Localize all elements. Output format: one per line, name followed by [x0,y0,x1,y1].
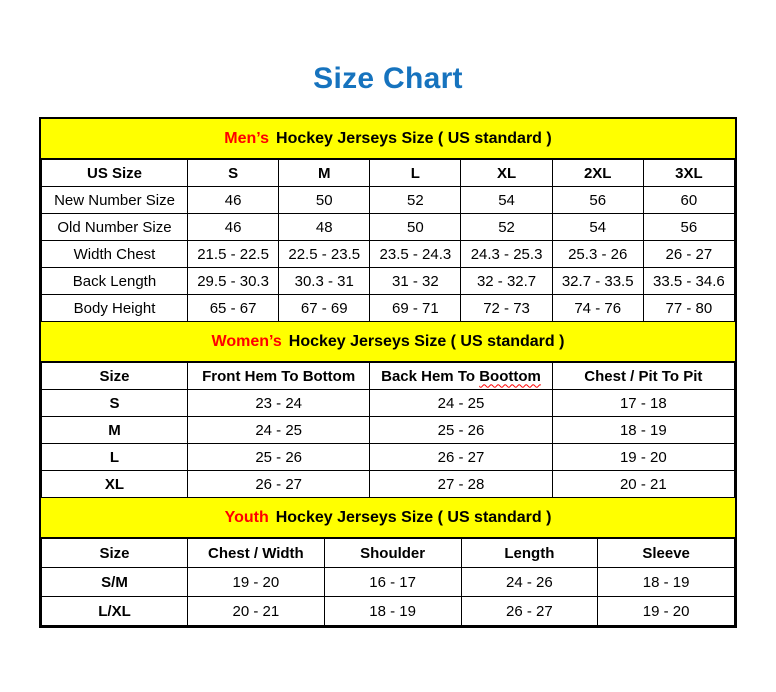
women-table [41,362,735,498]
row-label-cell: Body Height [42,295,188,322]
table-row [42,241,735,268]
table-row [42,471,735,498]
value-cell: 24.3 - 25.3 [461,241,552,268]
row-label-cell: S [42,390,188,417]
value-cell: 60 [643,187,734,214]
row-label-cell: Width Chest [42,241,188,268]
value-cell: 52 [461,214,552,241]
value-cell: 77 - 80 [643,295,734,322]
value-cell: 46 [188,214,279,241]
value-cell: 50 [279,187,370,214]
value-cell: 30.3 - 31 [279,268,370,295]
value-cell: 16 - 17 [324,568,461,597]
size-table-men [41,119,735,322]
value-cell: 18 - 19 [598,568,735,597]
value-cell: 48 [279,214,370,241]
row-label-cell: S/M [42,568,188,597]
value-cell: 25.3 - 26 [552,241,643,268]
header-cell: S [188,160,279,187]
men-banner [41,119,735,159]
women-banner [41,322,735,362]
banner-text: Hockey Jerseys Size ( US standard ) [276,129,552,147]
value-cell: 52 [370,187,461,214]
header-cell: 2XL [552,160,643,187]
banner-text: Hockey Jerseys Size ( US standard ) [288,332,565,350]
value-cell: 19 - 20 [552,444,734,471]
value-cell: 21.5 - 22.5 [188,241,279,268]
table-row [42,390,735,417]
value-cell: 17 - 18 [552,390,734,417]
header-cell: XL [461,160,552,187]
value-cell: 32.7 - 33.5 [552,268,643,295]
table-row [42,568,735,597]
value-cell: 50 [370,214,461,241]
value-cell: 32 - 32.7 [461,268,552,295]
value-cell: 54 [552,214,643,241]
value-cell: 31 - 32 [370,268,461,295]
banner-highlight: Youth [224,508,269,526]
value-cell: 72 - 73 [461,295,552,322]
value-cell: 24 - 26 [461,568,598,597]
header-cell: 3XL [643,160,734,187]
value-cell: 56 [552,187,643,214]
value-cell: 25 - 26 [188,444,370,471]
banner-text: Hockey Jerseys Size ( US standard ) [275,508,552,526]
value-cell: 69 - 71 [370,295,461,322]
value-cell: 24 - 25 [188,417,370,444]
row-label-cell: Back Length [42,268,188,295]
header-text: Back Hem To [381,367,480,385]
header-cell: Size [42,363,188,390]
value-cell: 24 - 25 [370,390,552,417]
value-cell: 74 - 76 [552,295,643,322]
value-cell: 46 [188,187,279,214]
value-cell: 25 - 26 [370,417,552,444]
value-cell: 19 - 20 [598,597,735,626]
header-row [42,160,735,187]
value-cell: 18 - 19 [324,597,461,626]
row-label-cell: XL [42,471,188,498]
header-cell: Shoulder [324,539,461,568]
banner-highlight: Men’s [224,129,270,147]
men-table [41,159,735,322]
header-row [42,539,735,568]
row-label-cell: L/XL [42,597,188,626]
header-cell [370,363,552,390]
value-cell: 65 - 67 [188,295,279,322]
header-cell: US Size [42,160,188,187]
table-row [42,295,735,322]
row-label-cell: M [42,417,188,444]
page-title: Size Chart [313,62,463,95]
header-cell: Size [42,539,188,568]
header-row [42,363,735,390]
value-cell: 54 [461,187,552,214]
table-row [42,444,735,471]
header-cell: Sleeve [598,539,735,568]
table-row [42,417,735,444]
header-cell: M [279,160,370,187]
banner-highlight: Women’s [211,332,282,350]
value-cell: 56 [643,214,734,241]
value-cell: 26 - 27 [461,597,598,626]
value-cell: 26 - 27 [643,241,734,268]
value-cell: 27 - 28 [370,471,552,498]
table-row [42,187,735,214]
value-cell: 23 - 24 [188,390,370,417]
value-cell: 33.5 - 34.6 [643,268,734,295]
table-row [42,268,735,295]
header-cell: L [370,160,461,187]
value-cell: 19 - 20 [188,568,325,597]
value-cell: 20 - 21 [188,597,325,626]
row-label-cell: New Number Size [42,187,188,214]
youth-banner [41,498,735,538]
value-cell: 22.5 - 23.5 [279,241,370,268]
youth-table [41,538,735,626]
value-cell: 20 - 21 [552,471,734,498]
value-cell: 26 - 27 [188,471,370,498]
value-cell: 23.5 - 24.3 [370,241,461,268]
header-cell: Length [461,539,598,568]
table-row [42,597,735,626]
size-table-women [41,322,735,498]
size-table-youth [41,498,735,626]
value-cell: 26 - 27 [370,444,552,471]
value-cell: 67 - 69 [279,295,370,322]
size-chart [39,117,737,628]
row-label-cell: Old Number Size [42,214,188,241]
value-cell: 18 - 19 [552,417,734,444]
header-cell: Chest / Pit To Pit [552,363,734,390]
header-cell: Chest / Width [188,539,325,568]
header-cell: Front Hem To Bottom [188,363,370,390]
table-row [42,214,735,241]
misspelled-word: Boottom [479,367,541,385]
row-label-cell: L [42,444,188,471]
value-cell: 29.5 - 30.3 [188,268,279,295]
